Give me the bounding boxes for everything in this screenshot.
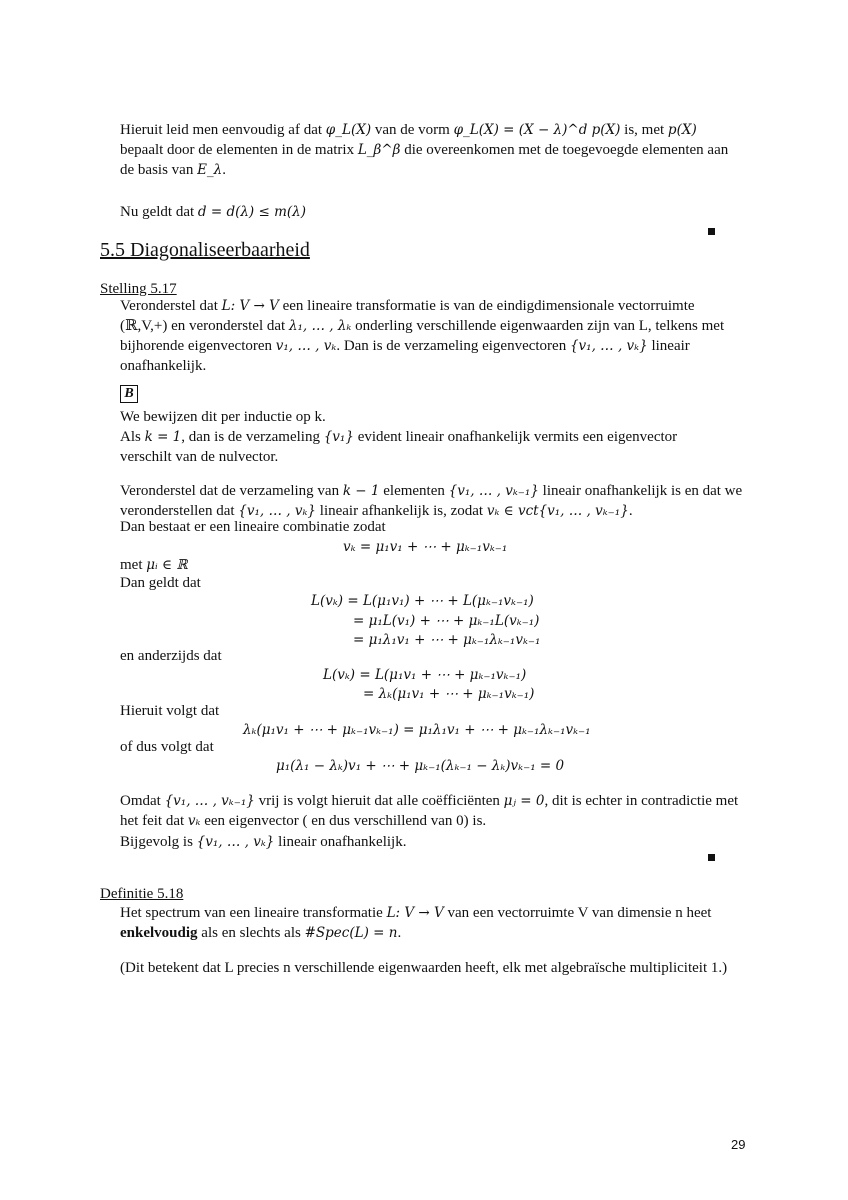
math-inline: #Spec(L) = n [304,925,398,941]
proof-line: Dan geldt dat [120,575,201,591]
math-inline: {v₁, … , vₖ} [196,834,275,850]
definition-body: Het spectrum van een lineaire transformatie L: V → V van een vectorruimte V van dimensie n heet enkelvoudig als en slechts als #Spec(L) = n. [120,905,712,941]
math-inline: {v₁, … , vₖ₋₁} [448,483,539,499]
page-number: 29 [731,1137,746,1152]
equation: vₖ = μ₁v₁ + ⋯ + μₖ₋₁vₖ₋₁ [343,539,508,555]
intro-paragraph: Hieruit leid men eenvoudig af dat φ_L(X) van de vorm φ_L(X) = (X − λ)^d p(X) is, met p(X) bepaalt door de elementen in de matrix L_β^β die overeenkomen met de toegevoegde elementen aan de basis van E_λ. [120,122,729,178]
section-title: 5.5 Diagonaliseerbaarheid [100,239,310,261]
equation: L(vₖ) = L(μ₁v₁ + ⋯ + μₖ₋₁vₖ₋₁) [323,667,527,683]
equation: = λₖ(μ₁v₁ + ⋯ + μₖ₋₁vₖ₋₁) [363,686,535,702]
math-inline: k − 1 [342,483,380,499]
proof-line: Hieruit volgt dat [120,703,220,719]
math-inline: vₖ ∈ vct{v₁, … , vₖ₋₁} [486,503,629,519]
proof-contradiction: Omdat {v₁, … , vₖ₋₁} vrij is volgt hieruit dat alle coëfficiënten μⱼ = 0, dit is echter in contradictie met het feit dat vₖ een eigenvector ( en dus verschillend van 0) is. [120,793,739,829]
proof-induction: Veronderstel dat de verzameling van k − 1 elementen {v₁, … , vₖ₋₁} lineair onafhankelijk is en dat we veronderstellen dat {v₁, … , vₖ} lineair afhankelijk is, zodat vₖ ∈ vct{v₁, … , vₖ₋₁}. [120,483,743,519]
math-inline: vₖ [187,813,201,829]
proof-line: Dan bestaat er een lineaire combinatie zodat [120,519,386,535]
math-inline: k = 1 [144,429,182,445]
math-inline: {v₁, … , vₖ} [569,338,648,354]
math-inline: L: V → V [221,298,279,314]
proof-box-label: B [120,385,138,403]
math-inline: E_λ [197,162,223,178]
qed-square [708,854,715,861]
math-inline: μⱼ = 0 [503,793,545,809]
intro-conclusion: Nu geldt dat d = d(λ) ≤ m(λ) [120,204,306,220]
math-inline: λ₁, … , λₖ [288,318,352,334]
definition-heading: Definitie 5.18 [100,886,184,902]
proof-line: of dus volgt dat [120,739,214,755]
theorem-heading: Stelling 5.17 [100,281,177,297]
equation: L(vₖ) = L(μ₁v₁) + ⋯ + L(μₖ₋₁vₖ₋₁) [311,593,534,609]
proof-line: en anderzijds dat [120,648,222,664]
math-inline: d = d(λ) ≤ m(λ) [197,204,306,220]
math-inline: {v₁, … , vₖ} [238,503,317,519]
math-inline: {v₁, … , vₖ₋₁} [164,793,255,809]
qed-square [708,228,715,235]
math-inline: μᵢ ∈ ℝ [146,557,188,573]
math-inline: L: V → V [386,905,444,921]
math-inline: L_β^β [357,142,401,158]
theorem-body: Veronderstel dat L: V → V een lineaire transformatie is van de eindigdimensionale vectorruimte (ℝ,V,+) en veronderstel dat λ₁, … , λₖ onderling verschillende eigenwaarden zijn van L, telkens met bijhorende eigenvectoren v₁, … , vₖ. Dan is de verzameling eigenvectoren {v₁, … , vₖ} lineair onafhankelijk. [120,298,725,374]
math-inline: {v₁} [323,429,354,445]
proof-base-case: Als k = 1, dan is de verzameling {v₁} evident lineair onafhankelijk vermits een eigenvector verschilt van de nulvector. [120,429,678,465]
math-inline: p(X) [667,122,697,138]
equation: = μ₁L(v₁) + ⋯ + μₖ₋₁L(vₖ₋₁) [353,613,540,629]
proof-conclusion: Bijgevolg is {v₁, … , vₖ} lineair onafhankelijk. [120,834,407,850]
math-inline: φ_L(X) [325,122,372,138]
equation: λₖ(μ₁v₁ + ⋯ + μₖ₋₁vₖ₋₁) = μ₁λ₁v₁ + ⋯ + μₖ₋₁λₖ₋₁vₖ₋₁ [243,722,591,738]
equation: = μ₁λ₁v₁ + ⋯ + μₖ₋₁λₖ₋₁vₖ₋₁ [353,632,541,648]
equation: μ₁(λ₁ − λₖ)v₁ + ⋯ + μₖ₋₁(λₖ₋₁ − λₖ)vₖ₋₁ = 0 [276,758,565,774]
proof-line: We bewijzen dit per inductie op k. [120,409,326,425]
definition-note: (Dit betekent dat L precies n verschillende eigenwaarden heeft, elk met algebraïsche multipliciteit 1.) [120,960,728,976]
math-inline: φ_L(X) = (X − λ)^d p(X) [453,122,621,138]
math-inline: v₁, … , vₖ [275,338,337,354]
proof-line: met μᵢ ∈ ℝ [120,557,188,573]
